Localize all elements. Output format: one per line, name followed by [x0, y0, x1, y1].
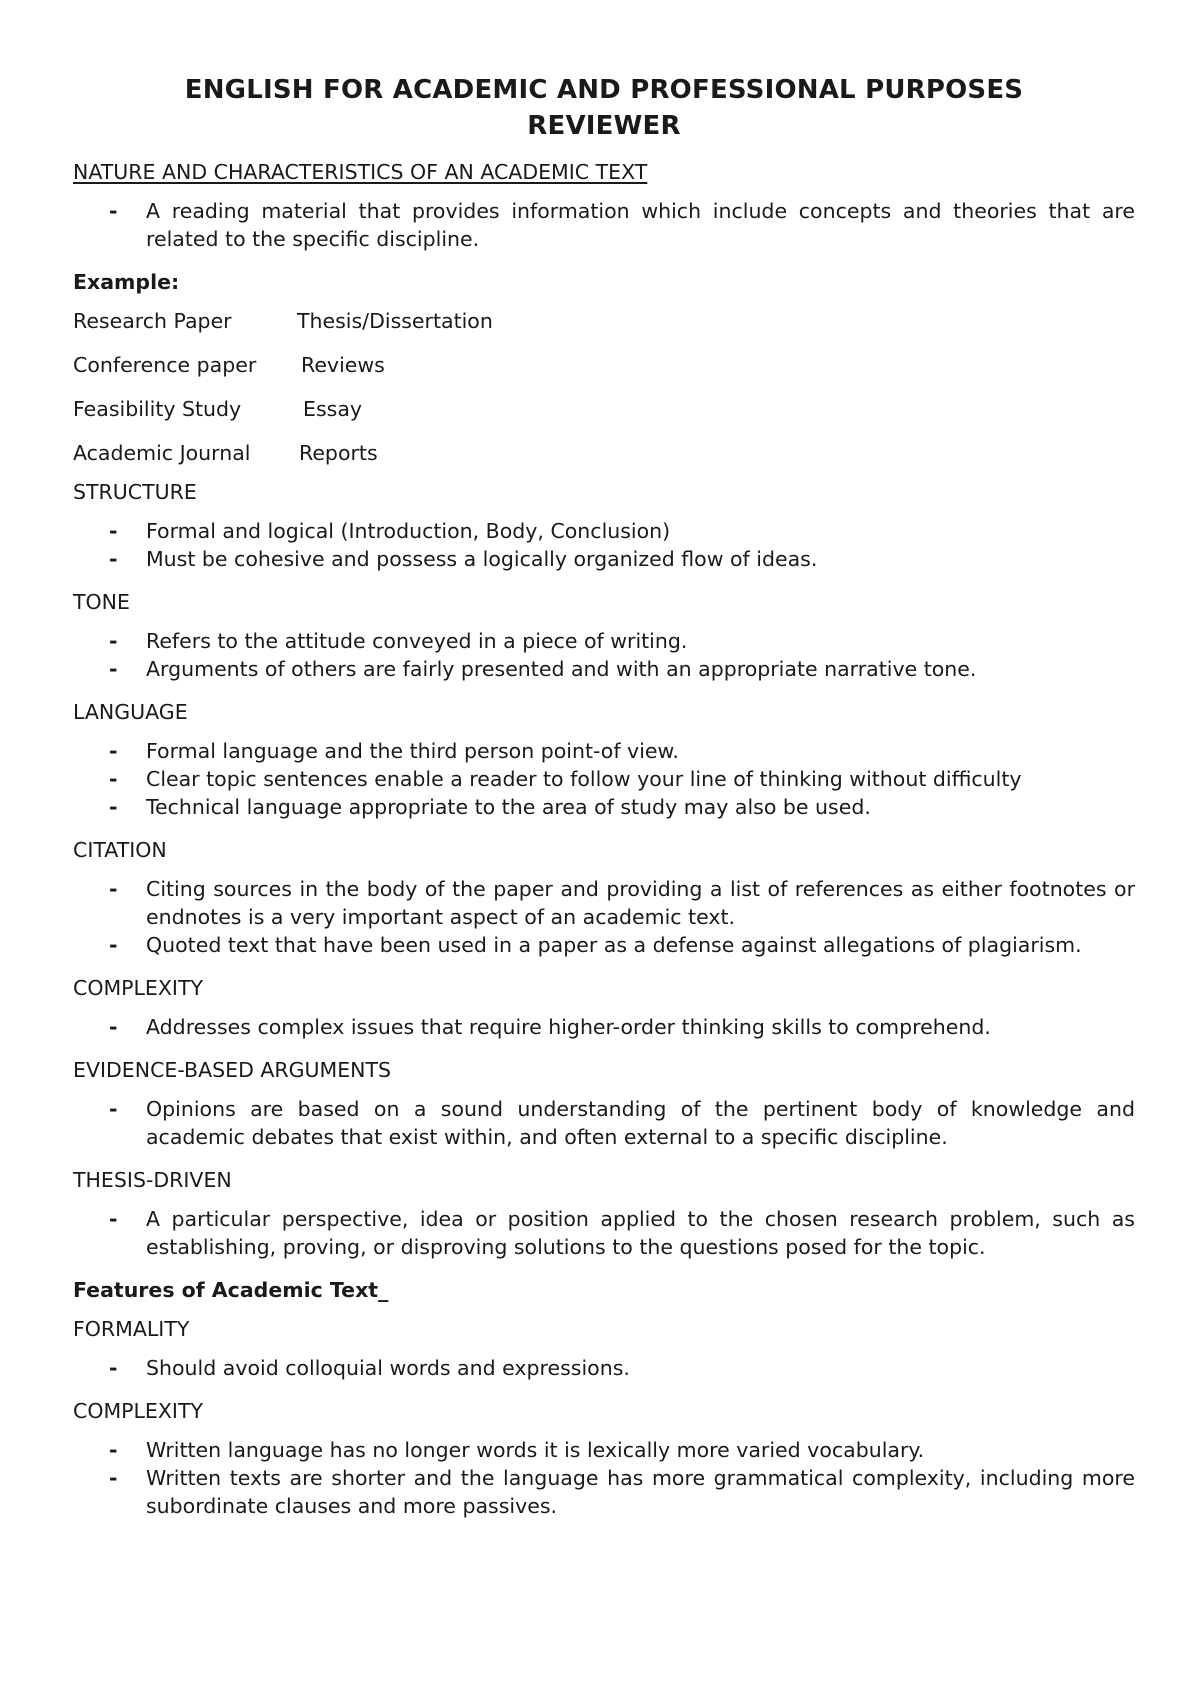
- document-page: [73, 72, 1135, 1535]
- list-item-text: Written texts are shorter and the language has more grammatical complexity, including more subordinate clauses and more passives.: [146, 1466, 1135, 1518]
- section-heading-thesis: THESIS-DRIVEN: [73, 1168, 232, 1192]
- bullet-dash: -: [109, 629, 118, 653]
- example-row: [73, 439, 1135, 467]
- list-item: [73, 1205, 1135, 1261]
- list-item: [73, 545, 1135, 573]
- section-heading-evidence: EVIDENCE-BASED ARGUMENTS: [73, 1058, 392, 1082]
- bullet-dash: -: [109, 547, 118, 571]
- list-item: [73, 517, 1135, 545]
- list-item-text: Clear topic sentences enable a reader to follow your line of thinking without difficulty: [146, 767, 1022, 791]
- list-item-text: Formal and logical (Introduction, Body, Conclusion): [146, 519, 671, 543]
- features-heading: Features of Academic Text_: [73, 1278, 389, 1302]
- bullet-dash: -: [109, 1438, 118, 1462]
- list-item: [73, 1095, 1135, 1151]
- bullet-dash: -: [109, 519, 118, 543]
- list-item: [73, 793, 1135, 821]
- list-item: [73, 1436, 1135, 1464]
- list-item: [73, 1354, 1135, 1382]
- bullet-dash: -: [109, 739, 118, 763]
- language-bullet-list: [73, 737, 1135, 821]
- bullet-dash: -: [109, 199, 118, 223]
- section-heading-complexity: COMPLEXITY: [73, 976, 204, 1000]
- list-item: [73, 737, 1135, 765]
- list-item: [73, 1013, 1135, 1041]
- list-item: [73, 1464, 1135, 1520]
- example-row: [73, 307, 1135, 335]
- example-right: Thesis/Dissertation: [297, 309, 493, 333]
- title-line-1: ENGLISH FOR ACADEMIC AND PROFESSIONAL PURPOSES: [184, 75, 1024, 105]
- example-right: Reviews: [301, 353, 385, 377]
- section-heading-language: LANGUAGE: [73, 700, 188, 724]
- list-item-text: A particular perspective, idea or position applied to the chosen research problem, such as establishing, proving, or disproving solutions to the questions posed for the topic.: [146, 1207, 1135, 1259]
- section-heading-features-complexity: COMPLEXITY: [73, 1399, 204, 1423]
- list-item: [73, 765, 1135, 793]
- example-left: Conference paper: [73, 353, 257, 377]
- nature-bullet-list: [73, 197, 1135, 253]
- example-row: [73, 351, 1135, 379]
- bullet-dash: -: [109, 877, 118, 901]
- bullet-dash: -: [109, 767, 118, 791]
- section-heading-structure: STRUCTURE: [73, 480, 197, 504]
- section-heading-tone: TONE: [73, 590, 130, 614]
- example-right: Essay: [303, 397, 363, 421]
- features-complexity-bullet-list: [73, 1436, 1135, 1520]
- example-heading: Example:: [73, 270, 180, 294]
- evidence-bullet-list: [73, 1095, 1135, 1151]
- example-left: Academic Journal: [73, 441, 251, 465]
- list-item-text: Opinions are based on a sound understanding of the pertinent body of knowledge and academic debates that exist within, and often external to a specific discipline.: [146, 1097, 1135, 1149]
- list-item-text: Citing sources in the body of the paper and providing a list of references as either footnotes or endnotes is a very important aspect of an academic text.: [146, 877, 1135, 929]
- bullet-dash: -: [109, 1466, 118, 1490]
- tone-bullet-list: [73, 627, 1135, 683]
- list-item-text: Refers to the attitude conveyed in a piece of writing.: [146, 629, 688, 653]
- list-item-text: Addresses complex issues that require higher-order thinking skills to comprehend.: [146, 1015, 991, 1039]
- list-item-text: Quoted text that have been used in a paper as a defense against allegations of plagiarism.: [146, 933, 1082, 957]
- list-item-text: Must be cohesive and possess a logically organized flow of ideas.: [146, 547, 818, 571]
- list-item-text: Technical language appropriate to the area of study may also be used.: [146, 795, 871, 819]
- thesis-bullet-list: [73, 1205, 1135, 1261]
- list-item-text: Should avoid colloquial words and expressions.: [146, 1356, 630, 1380]
- document-title: [73, 72, 1135, 144]
- section-heading-formality: FORMALITY: [73, 1317, 190, 1341]
- bullet-dash: -: [109, 1097, 118, 1121]
- structure-bullet-list: [73, 517, 1135, 573]
- list-item-text: Written language has no longer words it is lexically more varied vocabulary.: [146, 1438, 925, 1462]
- list-item: [73, 875, 1135, 931]
- list-item: [73, 627, 1135, 655]
- bullet-dash: -: [109, 795, 118, 819]
- section-heading-citation: CITATION: [73, 838, 167, 862]
- example-row: [73, 395, 1135, 423]
- list-item-text: Arguments of others are fairly presented and with an appropriate narrative tone.: [146, 657, 977, 681]
- list-item: [73, 931, 1135, 959]
- example-left: Research Paper: [73, 309, 232, 333]
- list-item: [73, 655, 1135, 683]
- citation-bullet-list: [73, 875, 1135, 959]
- title-line-2: REVIEWER: [527, 111, 681, 141]
- example-left: Feasibility Study: [73, 397, 242, 421]
- formality-bullet-list: [73, 1354, 1135, 1382]
- example-right: Reports: [299, 441, 378, 465]
- list-item-text: Formal language and the third person point-of view.: [146, 739, 679, 763]
- bullet-dash: -: [109, 1015, 118, 1039]
- list-item: [73, 197, 1135, 253]
- list-item-text: A reading material that provides information which include concepts and theories that are related to the specific discipline.: [146, 199, 1135, 251]
- section-heading-nature: NATURE AND CHARACTERISTICS OF AN ACADEMIC TEXT: [73, 160, 648, 184]
- bullet-dash: -: [109, 1207, 118, 1231]
- complexity-bullet-list: [73, 1013, 1135, 1041]
- bullet-dash: -: [109, 933, 118, 957]
- bullet-dash: -: [109, 1356, 118, 1380]
- bullet-dash: -: [109, 657, 118, 681]
